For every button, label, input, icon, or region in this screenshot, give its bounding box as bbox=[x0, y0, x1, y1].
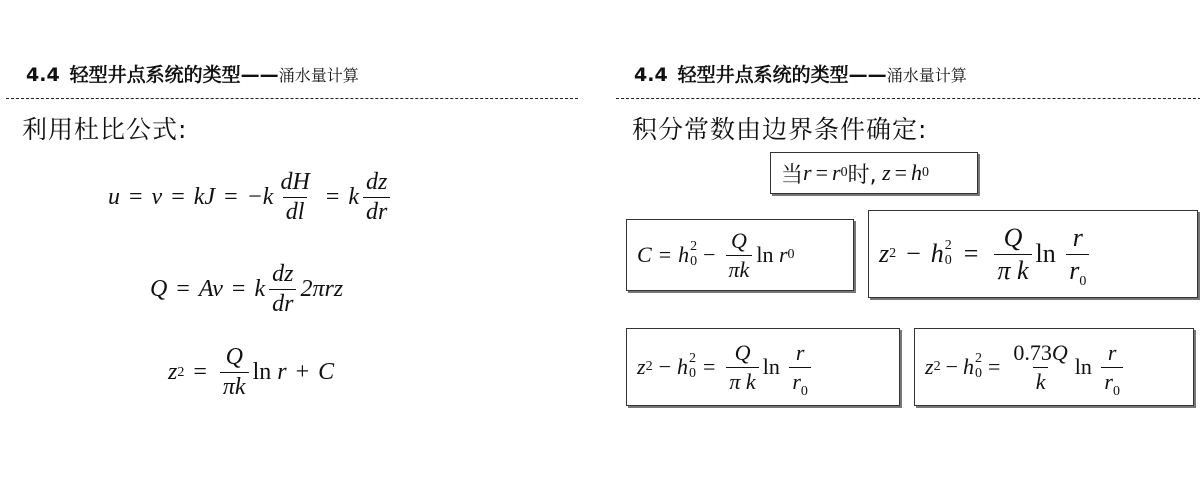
section-title: 轻型井点系统的类型—— bbox=[69, 64, 279, 86]
flow-equation: Q = Av = k $\frac{dz}{dr}$ 2πrz bbox=[150, 261, 344, 318]
intro-text: 积分常数由边界条件确定: bbox=[632, 115, 928, 144]
slide-heading bbox=[634, 60, 967, 87]
boundary-condition-box: 当 r = r 0 时, z = h 0 bbox=[770, 152, 978, 194]
fraction-Q-pik: $\frac{Q}{\text{π k}}$ bbox=[726, 341, 758, 392]
section-subtitle: 涌水量计算 bbox=[886, 66, 967, 85]
section-number: 4.4 bbox=[26, 64, 60, 86]
right-slide bbox=[610, 0, 1200, 500]
fraction-r-r0: $\frac{r}{r_0}$ bbox=[789, 341, 811, 392]
constant-C-box: C = h 2 0 − $\frac{Q}{\pi k}$ ln r 0 bbox=[626, 219, 854, 291]
section-subtitle: 涌水量计算 bbox=[278, 66, 359, 85]
fraction-dH-dl: $\frac{dH}{dl}$ bbox=[280, 169, 310, 226]
fraction-dz-dr: $\frac{dz}{dr}$ bbox=[269, 262, 296, 317]
dashed-divider bbox=[616, 98, 1200, 99]
fraction-dz-dr: $\frac{dz}{dr}$ bbox=[363, 170, 390, 225]
result-box-2: z 2 − h 2 0 = $\frac{Q}{\text{π k}}$ ln $\frac{r}{r_0}$ bbox=[626, 328, 900, 406]
fraction-r-r0: $\frac{r}{r_0}$ bbox=[1101, 341, 1123, 392]
darcy-equation: u = v = kJ = −k $\frac{dH}{dl}$ = k $\frac{dz}{dr}$ bbox=[108, 170, 394, 225]
integrated-equation: z 2 = $\frac{Q}{\pi k}$ ln r + C bbox=[168, 344, 335, 401]
fraction-073Q-k: $\frac{0.73Q}{k}$ bbox=[1013, 340, 1068, 394]
section-title: 轻型井点系统的类型—— bbox=[677, 64, 887, 86]
section-number: 4.4 bbox=[634, 64, 668, 86]
fraction-Q-pik: $\frac{Q}{\text{π k}}$ bbox=[994, 224, 1031, 284]
slide-heading bbox=[26, 60, 359, 87]
dashed-divider bbox=[6, 98, 578, 99]
fraction-Q-pik: $\frac{Q}{\pi k}$ bbox=[726, 229, 753, 280]
intro-text: 利用杜比公式: bbox=[22, 115, 188, 144]
result-box-1: z 2 − h 2 0 = $\frac{Q}{\text{π k}}$ ln $\frac{r}{r_0}$ bbox=[868, 210, 1198, 298]
result-box-3: z 2 − h 2 0 = $\frac{0.73Q}{k}$ ln $\frac{r}{r_0}$ bbox=[914, 328, 1194, 406]
fraction-r-r0: $\frac{r}{r_0}$ bbox=[1066, 224, 1089, 284]
fraction-Q-pik: $\frac{Q}{\pi k}$ bbox=[220, 345, 249, 400]
left-slide bbox=[0, 0, 590, 500]
